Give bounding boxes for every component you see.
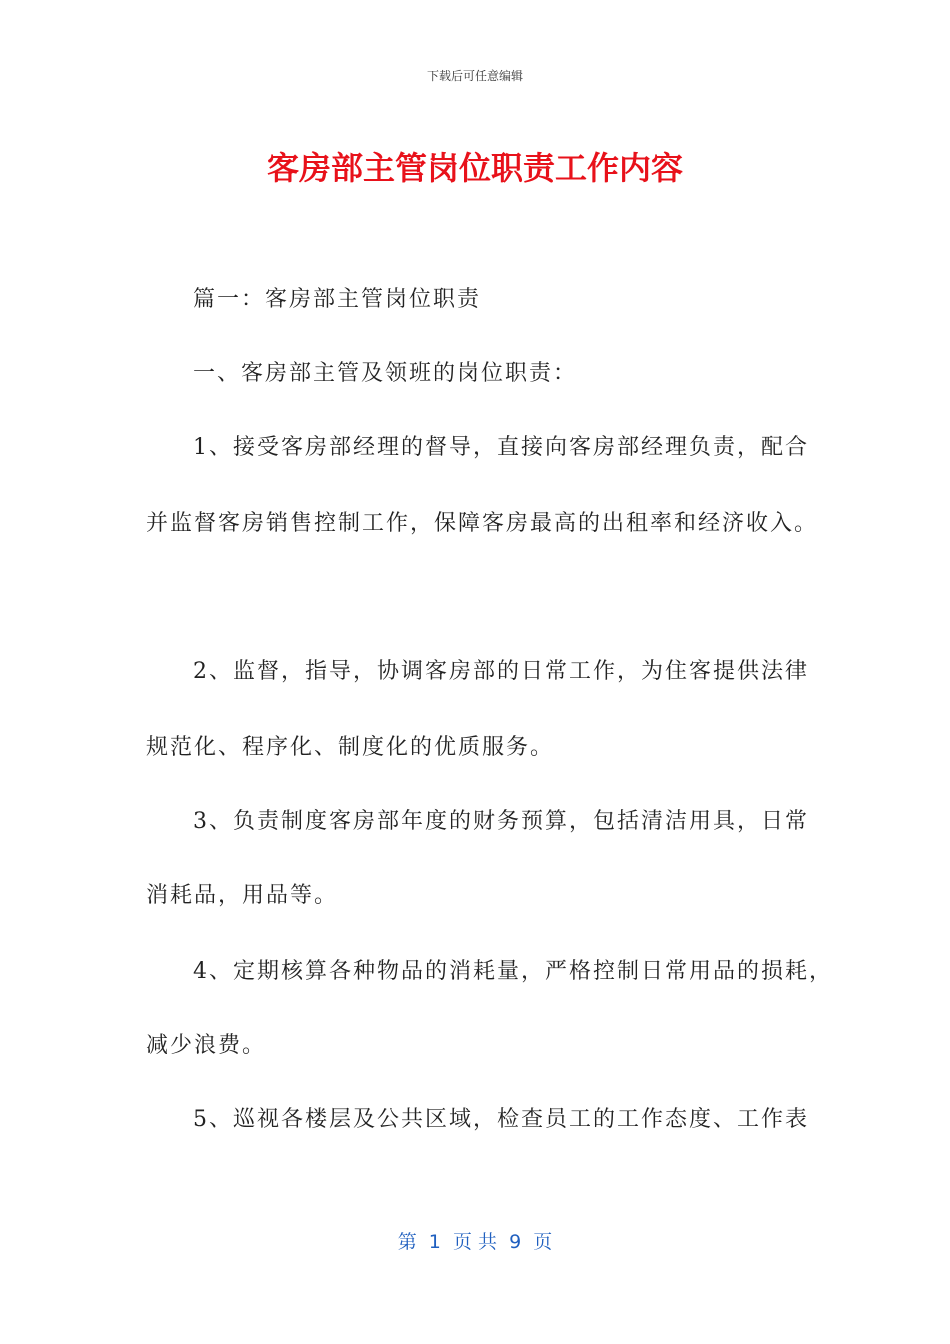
- paragraph-line: 3、负责制度客房部年度的财务预算，包括清洁用具，日常: [193, 809, 809, 834]
- paragraph-line: 4、定期核算各种物品的消耗量，严格控制日常用品的损耗，: [193, 959, 833, 984]
- page-number-footer: 第 1 页 共 9 页: [397, 1231, 553, 1253]
- paragraph-line: 消耗品，用品等。: [146, 883, 339, 908]
- section-heading: 篇一：客房部主管岗位职责: [193, 287, 482, 312]
- paragraph-line: 并监督客房销售控制工作，保障客房最高的出租率和经济收入。: [146, 511, 819, 536]
- paragraph-line: 2、监督，指导，协调客房部的日常工作，为住客提供法律: [193, 659, 809, 684]
- paragraph-line: 减少浪费。: [146, 1033, 267, 1058]
- paragraph-line: 1、接受客房部经理的督导，直接向客房部经理负责，配合: [193, 435, 809, 460]
- paragraph-line: 规范化、程序化、制度化的优质服务。: [146, 735, 555, 760]
- paragraph-line: 5、巡视各楼层及公共区域，检查员工的工作态度、工作表: [193, 1107, 809, 1132]
- document-title: 客房部主管岗位职责工作内容: [266, 149, 683, 187]
- subsection-heading: 一、客房部主管及领班的岗位职责：: [193, 361, 578, 386]
- header-note: 下载后可任意编辑: [426, 69, 523, 83]
